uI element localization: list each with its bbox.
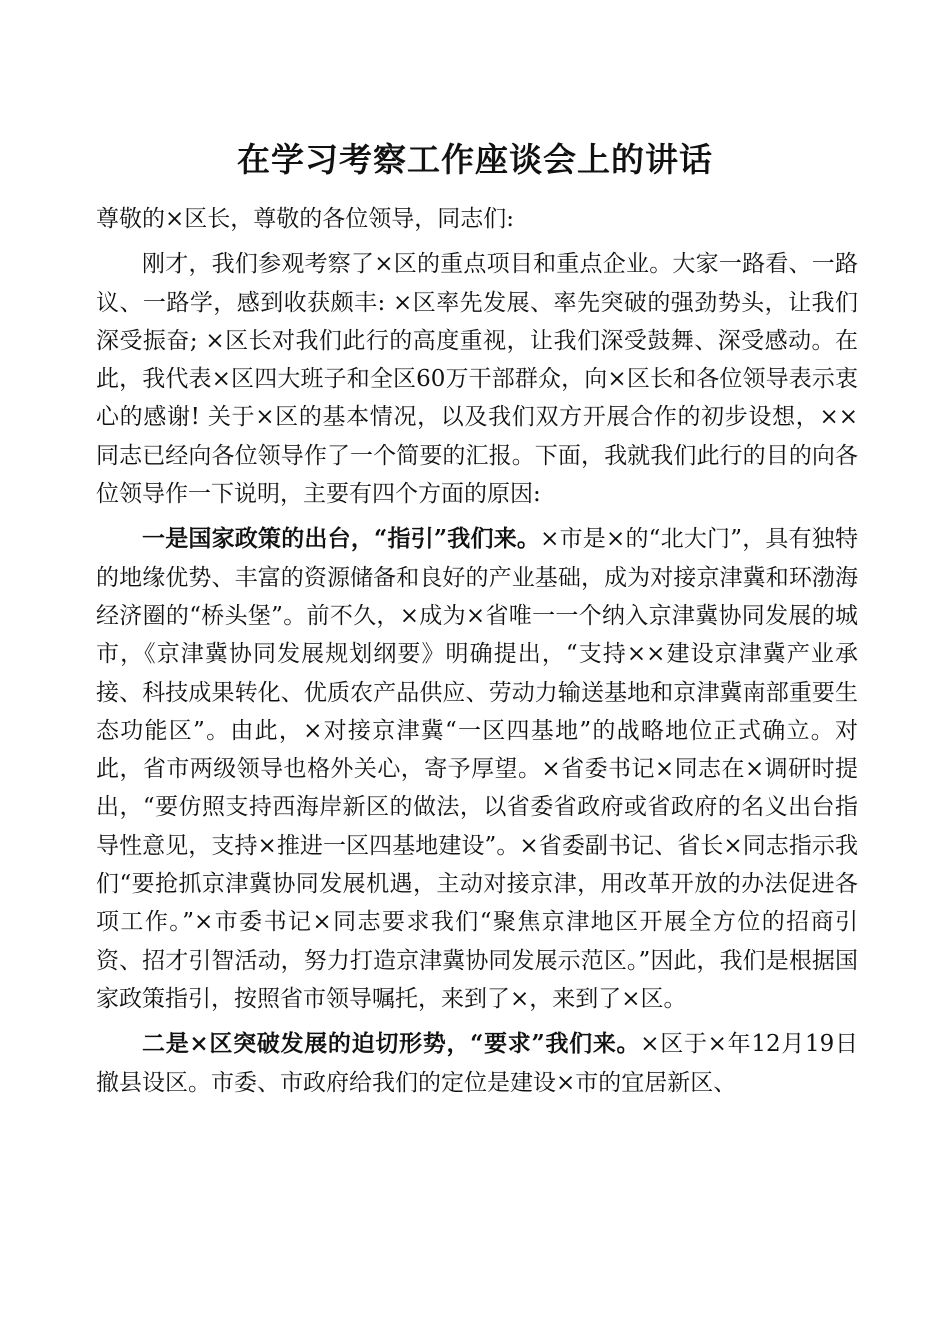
document-body [96, 200, 858, 1102]
salutation: 尊敬的×区长，尊敬的各位领导，同志们: [96, 206, 515, 232]
paragraph-text: ×区于×年12月19日撤县设区。市委、市政府给我们的定位是建设×市的宜居新区、 [96, 1031, 859, 1096]
paragraph-point-two [96, 1025, 858, 1102]
paragraph-lead: 二是×区突破发展的迫切形势，“要求”我们来。 [142, 1030, 641, 1058]
paragraph-opening [96, 245, 858, 513]
paragraph-text: 刚才，我们参观考察了×区的重点项目和重点企业。大家一路看、一路议、一路学，感到收获颇丰: ×区率先发展、率先突破的强劲势头，让我们深受振奋; ×区长对我们此行的高度重视，让我们深受鼓舞、深受感动。在此，我代表×区四大班子和全区60万干部群众，向×区长和各位领导表示衷心的感谢! 关于×区的基本情况，以及我们双方开展合作的初步设想，××同志已经向各位领导作了一个简要的汇报。下面，我就我们此行的目的向各位领导作一下说明，主要有四个方面的原因: [96, 251, 858, 508]
paragraph-text: ×市是×的“北大门”，具有独特的地缘优势、丰富的资源储备和良好的产业基础，成为对接京津冀和环渤海经济圈的“桥头堡”。前不久，×成为×省唯一一个纳入京津冀协同发展的城市，《京津冀协同发展规划纲要》明确提出，“支持××建设京津冀产业承接、科技成果转化、优质农产品供应、劳动力输送基地和京津冀南部重要生态功能区”。由此，×对接京津冀“一区四基地”的战略地位正式确立。对此，省市两级领导也格外关心，寄予厚望。×省委书记×同志在×调研时提出，“要仿照支持西海岸新区的做法，以省委省政府或省政府的名义出台指导性意见，支持×推进一区四基地建设”。×省委副书记、省长×同志指示我们“要抢抓京津冀协同发展机遇，主动对接京津，用改革开放的办法促进各项工作。”×市委书记×同志要求我们“聚焦京津地区开展全方位的招商引资、招才引智活动，努力打造京津冀协同发展示范区。”因此，我们是根据国家政策指引，按照省市领导嘱托，来到了×，来到了×区。 [96, 526, 858, 1012]
page-title: 在学习考察工作座谈会上的讲话 [237, 140, 713, 179]
paragraph-point-one [96, 520, 858, 1018]
paragraph-lead: 一是国家政策的出台，“指引”我们来。 [142, 525, 541, 553]
